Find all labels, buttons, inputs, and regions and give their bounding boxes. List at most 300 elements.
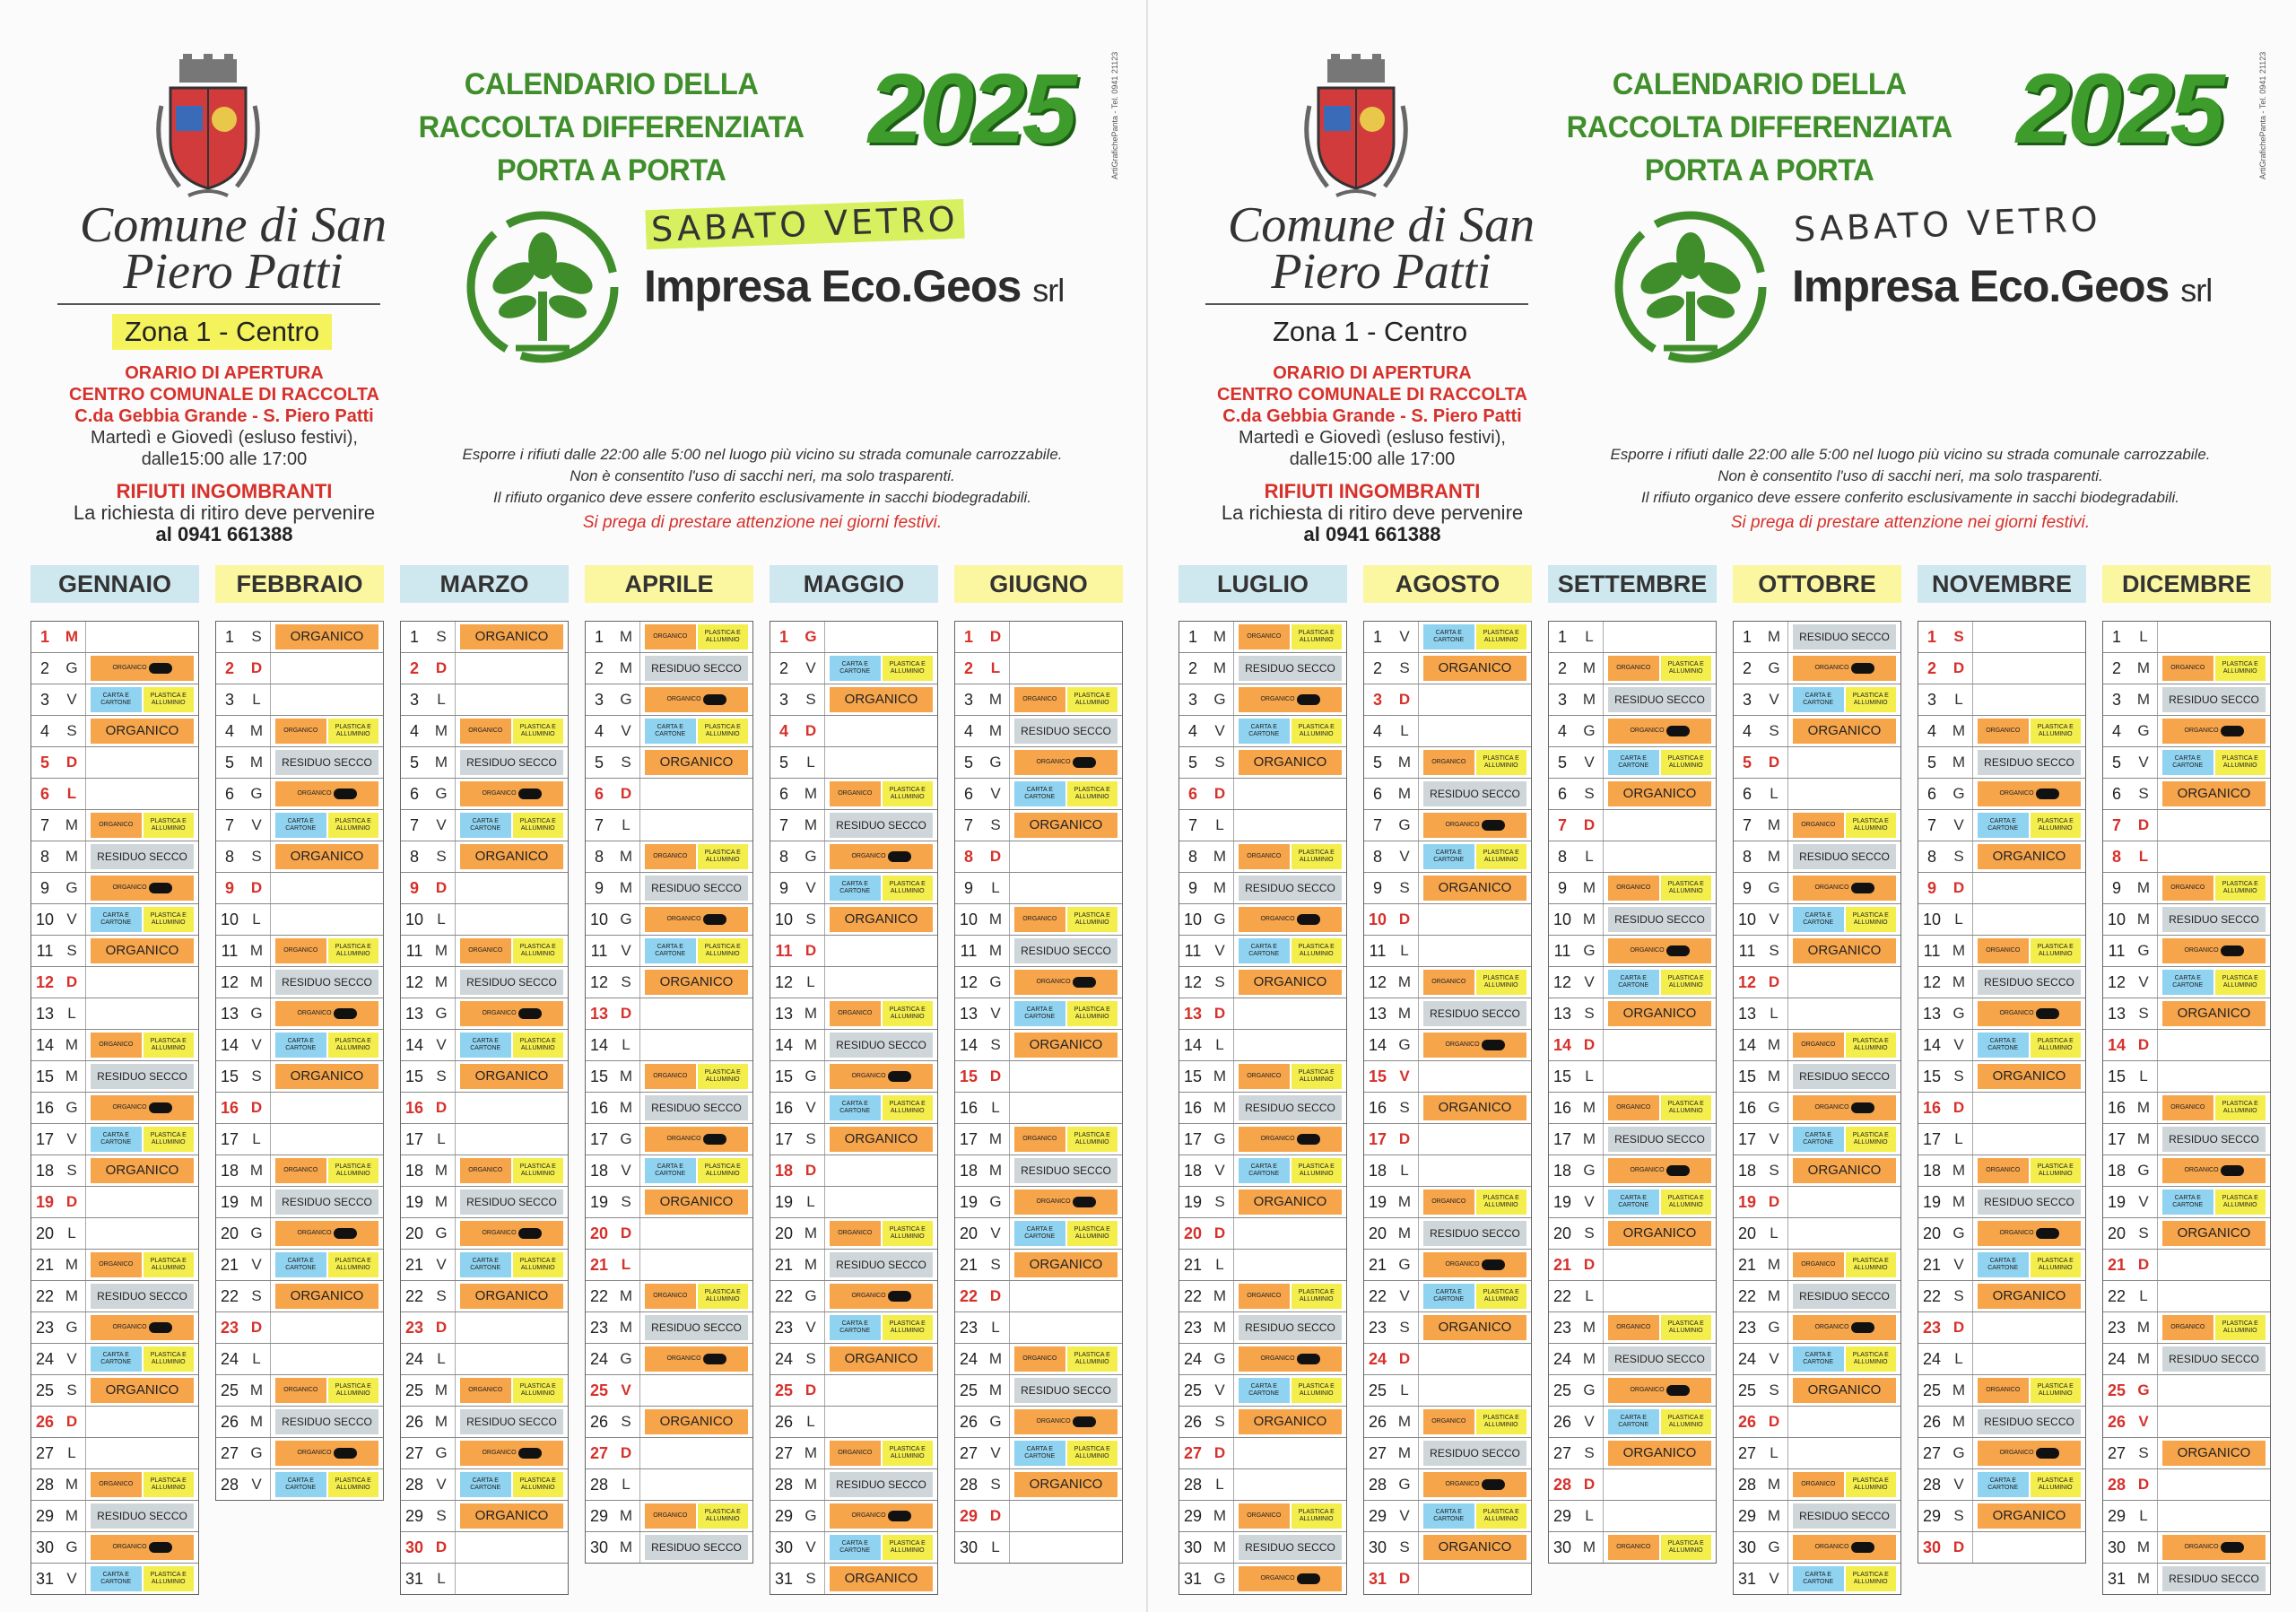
day-letter: V <box>428 1469 456 1500</box>
day-row <box>1364 1312 1531 1344</box>
day-number: 29 <box>1922 1506 1942 1525</box>
day-letter: M <box>58 1469 86 1500</box>
day-number: 26 <box>1552 1412 1572 1431</box>
day-letter: D <box>243 873 271 903</box>
organico-vetro-tag: ORGANICO <box>275 781 378 806</box>
collection-cell <box>1604 1407 1716 1437</box>
collection-cell <box>825 1532 937 1563</box>
day-letter: G <box>613 1124 640 1155</box>
organico-tag: ORGANICO <box>1014 687 1065 712</box>
residuo-secco-tag: RESIDUO SECCO <box>1423 1001 1526 1026</box>
day-number: 22 <box>1183 1286 1203 1305</box>
collection-cell <box>1419 1218 1531 1249</box>
day-number: 17 <box>2107 1129 2126 1148</box>
day-letter: V <box>982 998 1010 1029</box>
month-column <box>30 565 199 1595</box>
collection-cell <box>1788 873 1900 903</box>
collection-cell <box>1234 810 1346 841</box>
day-row <box>586 1532 752 1563</box>
day-letter: M <box>797 1438 825 1468</box>
day-letter: S <box>2130 998 2158 1029</box>
month-column <box>770 565 938 1595</box>
collection-cell <box>825 747 937 778</box>
day-number: 24 <box>589 1349 609 1368</box>
day-letter: G <box>428 779 456 809</box>
day-row <box>216 1281 383 1312</box>
day-letter: S <box>982 1030 1010 1060</box>
collection-cell <box>1788 1438 1900 1468</box>
day-letter: M <box>428 1375 456 1406</box>
collection-cell <box>86 1187 198 1217</box>
day-number: 19 <box>1922 1192 1942 1211</box>
day-number: 15 <box>404 1067 424 1085</box>
organico-tag: ORGANICO <box>2162 876 2213 901</box>
collection-cell <box>825 1061 937 1092</box>
collection-cell <box>86 1438 198 1468</box>
day-row <box>1918 1124 2085 1155</box>
day-letter: S <box>2130 1218 2158 1249</box>
day-number: 9 <box>409 878 419 897</box>
organico-vetro-tag: ORGANICO <box>1978 1001 2081 1026</box>
ingombranti-title: RIFIUTI INGOMBRANTI <box>1264 480 1481 502</box>
collection-cell <box>2158 1312 2270 1343</box>
day-number: 26 <box>35 1412 55 1431</box>
day-number: 7 <box>1742 815 1752 834</box>
organico-tag: ORGANICO <box>1608 1221 1711 1246</box>
collection-cell <box>2158 1564 2270 1594</box>
residuo-secco-tag: RESIDUO SECCO <box>91 1503 194 1529</box>
plastica-tag: PLASTICA E ALLUMINIO <box>513 1472 564 1497</box>
day-letter: M <box>1391 1187 1419 1217</box>
orario-title: C.da Gebbia Grande - S. Piero Patti <box>1222 406 1522 426</box>
plastica-tag: PLASTICA E ALLUMINIO <box>1661 1189 1712 1215</box>
plastica-tag: PLASTICA E ALLUMINIO <box>883 1221 934 1246</box>
day-letter: S <box>243 841 271 872</box>
collection-cell <box>1973 1093 2085 1123</box>
organico-tag: ORGANICO <box>830 1127 933 1152</box>
day-row <box>1549 1375 1716 1407</box>
day-letter: L <box>613 1469 640 1500</box>
residuo-secco-tag: RESIDUO SECCO <box>1793 624 1896 649</box>
day-row <box>770 684 937 716</box>
collection-cell <box>640 1532 752 1563</box>
day-letter: G <box>613 904 640 935</box>
company-name: Impresa Eco.Geos srl <box>1792 261 2213 311</box>
day-letter: G <box>58 873 86 903</box>
collection-cell <box>1788 747 1900 778</box>
day-number: 28 <box>959 1475 978 1494</box>
collection-cell <box>1010 1218 1122 1249</box>
day-letter: M <box>243 1407 271 1437</box>
day-row <box>1549 653 1716 684</box>
collection-cell <box>1604 1030 1716 1060</box>
collection-cell <box>640 1250 752 1280</box>
day-letter: S <box>243 1281 271 1311</box>
plastica-tag: PLASTICA E ALLUMINIO <box>144 687 195 712</box>
organico-tag: ORGANICO <box>830 1346 933 1372</box>
day-letter: M <box>1576 684 1604 715</box>
day-row <box>31 936 198 967</box>
organico-tag: ORGANICO <box>1239 1064 1290 1089</box>
day-row <box>31 1155 198 1187</box>
day-number: 25 <box>589 1381 609 1399</box>
collection-cell <box>1788 1155 1900 1186</box>
day-letter: M <box>428 1155 456 1186</box>
plastica-tag: PLASTICA E ALLUMINIO <box>513 1158 564 1183</box>
day-letter: S <box>58 936 86 966</box>
day-number: 29 <box>589 1506 609 1525</box>
day-row <box>770 779 937 810</box>
day-row <box>1918 967 2085 998</box>
day-letter: L <box>613 810 640 841</box>
day-letter: D <box>1206 1218 1234 1249</box>
plastica-tag: PLASTICA E ALLUMINIO <box>883 1001 934 1026</box>
month-name: AGOSTO <box>1363 565 1532 603</box>
day-row <box>1364 1218 1531 1250</box>
day-row <box>955 936 1122 967</box>
day-letter: S <box>1391 1093 1419 1123</box>
day-number: 21 <box>1922 1255 1942 1274</box>
day-letter: V <box>58 1124 86 1155</box>
day-number: 7 <box>778 815 788 834</box>
marker-scribble-icon <box>2036 789 2059 799</box>
day-number: 7 <box>1372 815 1382 834</box>
day-number: 9 <box>1926 878 1936 897</box>
day-number: 15 <box>774 1067 794 1085</box>
day-number: 14 <box>404 1035 424 1054</box>
day-number: 1 <box>224 627 234 646</box>
day-number: 9 <box>1742 878 1752 897</box>
carta-tag: CARTA E CARTONE <box>1608 970 1659 995</box>
day-row <box>2103 1564 2270 1594</box>
plastica-tag: PLASTICA E ALLUMINIO <box>1067 1127 1118 1152</box>
day-number: 19 <box>1368 1192 1387 1211</box>
day-row <box>31 1375 198 1407</box>
day-number: 1 <box>778 627 788 646</box>
day-row <box>955 1344 1122 1375</box>
collection-cell <box>1234 1218 1346 1249</box>
day-number: 27 <box>1368 1443 1387 1462</box>
carta-tag: CARTA E CARTONE <box>91 907 142 932</box>
day-number: 9 <box>39 878 49 897</box>
day-number: 26 <box>959 1412 978 1431</box>
calendar-year: 2025 <box>2016 54 2222 164</box>
collection-cell <box>1010 1312 1122 1343</box>
day-row <box>216 1438 383 1469</box>
collection-cell <box>86 1564 198 1594</box>
marker-scribble-icon <box>1297 1134 1320 1145</box>
day-letter: G <box>58 653 86 684</box>
collection-cell <box>1010 1438 1122 1468</box>
carta-tag: CARTA E CARTONE <box>2162 1189 2213 1215</box>
day-row <box>2103 716 2270 747</box>
day-row <box>1179 967 1346 998</box>
collection-cell <box>1419 810 1531 841</box>
day-row <box>1918 684 2085 716</box>
plastica-tag: PLASTICA E ALLUMINIO <box>513 1252 564 1277</box>
organico-vetro-tag: ORGANICO <box>275 1001 378 1026</box>
day-number: 13 <box>959 1004 978 1023</box>
day-row <box>31 1124 198 1155</box>
day-letter: G <box>428 1218 456 1249</box>
day-letter: M <box>613 1061 640 1092</box>
day-row <box>770 1030 937 1061</box>
plastica-tag: PLASTICA E ALLUMINIO <box>1846 687 1897 712</box>
plastica-tag: PLASTICA E ALLUMINIO <box>1661 876 1712 901</box>
month-column <box>2102 565 2271 1595</box>
carta-tag: CARTA E CARTONE <box>1793 1346 1844 1372</box>
day-letter: L <box>428 904 456 935</box>
day-number: 28 <box>1368 1475 1387 1494</box>
day-number: 17 <box>774 1129 794 1148</box>
month-column <box>215 565 384 1595</box>
residuo-secco-tag: RESIDUO SECCO <box>1608 1127 1711 1152</box>
collection-cell <box>640 936 752 966</box>
day-row <box>1734 1312 1900 1344</box>
organico-tag: ORGANICO <box>1239 750 1342 775</box>
day-letter: V <box>1206 716 1234 746</box>
day-row <box>1179 1093 1346 1124</box>
day-row <box>401 841 568 873</box>
day-letter: V <box>2130 747 2158 778</box>
day-letter: S <box>1206 967 1234 998</box>
organico-tag: ORGANICO <box>460 1378 511 1403</box>
day-letter: L <box>1761 779 1788 809</box>
day-letter: G <box>982 747 1010 778</box>
collection-cell <box>1604 1344 1716 1374</box>
plastica-tag: PLASTICA E ALLUMINIO <box>1292 844 1343 869</box>
residuo-secco-tag: RESIDUO SECCO <box>1014 1378 1118 1403</box>
day-letter: D <box>1391 904 1419 935</box>
collection-cell <box>1973 1532 2085 1563</box>
day-letter: V <box>1945 1250 1973 1280</box>
day-letter: G <box>982 967 1010 998</box>
day-letter: G <box>1761 1093 1788 1123</box>
collection-cell <box>1234 904 1346 935</box>
month-column <box>585 565 753 1595</box>
day-number: 10 <box>1552 910 1572 928</box>
organico-tag: ORGANICO <box>645 624 696 649</box>
day-number: 23 <box>35 1318 55 1337</box>
plastica-tag: PLASTICA E ALLUMINIO <box>1846 907 1897 932</box>
day-row <box>955 1281 1122 1312</box>
divider <box>57 303 380 305</box>
day-letter: M <box>58 1061 86 1092</box>
plastica-tag: PLASTICA E ALLUMINIO <box>698 1064 749 1089</box>
day-number: 23 <box>774 1318 794 1337</box>
day-row <box>31 1187 198 1218</box>
day-letter: M <box>1206 653 1234 684</box>
day-number: 2 <box>963 658 973 677</box>
day-number: 21 <box>589 1255 609 1274</box>
day-number: 4 <box>2111 721 2121 740</box>
day-row <box>1549 841 1716 873</box>
collection-cell <box>2158 1030 2270 1060</box>
collection-cell <box>640 622 752 652</box>
collection-cell <box>456 684 568 715</box>
day-number: 22 <box>220 1286 239 1305</box>
day-row <box>401 1281 568 1312</box>
day-number: 21 <box>404 1255 424 1274</box>
day-number: 21 <box>1183 1255 1203 1274</box>
collection-cell <box>86 1532 198 1563</box>
day-letter: V <box>1391 1281 1419 1311</box>
residuo-secco-tag: RESIDUO SECCO <box>1978 750 2081 775</box>
day-letter: S <box>982 1250 1010 1280</box>
marker-scribble-icon <box>1073 977 1096 988</box>
collection-cell <box>1973 779 2085 809</box>
day-number: 12 <box>1368 972 1387 991</box>
collection-cell <box>1010 1281 1122 1311</box>
organico-vetro-tag: ORGANICO <box>1239 907 1342 932</box>
day-row <box>2103 622 2270 653</box>
day-letter: D <box>613 1438 640 1468</box>
day-row <box>1918 841 2085 873</box>
organico-tag: ORGANICO <box>1793 1158 1896 1183</box>
organico-tag: ORGANICO <box>1793 1472 1844 1497</box>
collection-cell <box>1973 1281 2085 1311</box>
day-number: 4 <box>39 721 49 740</box>
organico-vetro-tag: ORGANICO <box>2162 938 2266 963</box>
day-number: 12 <box>589 972 609 991</box>
month-name: OTTOBRE <box>1733 565 1901 603</box>
day-letter: M <box>58 1250 86 1280</box>
day-letter: M <box>1391 967 1419 998</box>
collection-cell <box>86 1124 198 1155</box>
organico-tag: ORGANICO <box>91 1472 142 1497</box>
day-letter: G <box>1761 653 1788 684</box>
day-letter: M <box>982 904 1010 935</box>
plastica-tag: PLASTICA E ALLUMINIO <box>883 1315 934 1340</box>
residuo-secco-tag: RESIDUO SECCO <box>1014 938 1118 963</box>
day-letter: M <box>1391 1438 1419 1468</box>
day-number: 8 <box>963 847 973 866</box>
day-row <box>1179 653 1346 684</box>
day-number: 15 <box>1368 1067 1387 1085</box>
day-letter: D <box>613 1218 640 1249</box>
day-row <box>955 1532 1122 1563</box>
plastica-tag: PLASTICA E ALLUMINIO <box>1067 781 1118 806</box>
day-row <box>1364 810 1531 841</box>
day-number: 11 <box>960 941 978 960</box>
day-row <box>586 1030 752 1061</box>
collection-cell <box>1010 967 1122 998</box>
day-number: 18 <box>959 1161 978 1180</box>
day-number: 25 <box>1368 1381 1387 1399</box>
organico-tag: ORGANICO <box>830 1441 881 1466</box>
day-letter: M <box>613 1312 640 1343</box>
organico-tag: ORGANICO <box>1014 1346 1065 1372</box>
organico-tag: ORGANICO <box>1978 1378 2029 1403</box>
day-row <box>1179 873 1346 904</box>
day-list <box>1733 621 1901 1595</box>
collection-cell <box>1419 1061 1531 1092</box>
collection-cell <box>825 810 937 841</box>
day-number: 6 <box>1187 784 1197 803</box>
calendar-sheet-2 <box>1148 0 2296 1612</box>
day-number: 9 <box>2111 878 2121 897</box>
day-letter: S <box>1576 779 1604 809</box>
day-letter: G <box>797 841 825 872</box>
organico-tag: ORGANICO <box>460 719 511 744</box>
orario-title: C.da Gebbia Grande - S. Piero Patti <box>74 406 374 426</box>
day-row <box>1549 684 1716 716</box>
day-number: 16 <box>774 1098 794 1117</box>
day-letter: M <box>1576 904 1604 935</box>
orario-title: CENTRO COMUNALE DI RACCOLTA <box>1217 385 1527 405</box>
day-number: 16 <box>1737 1098 1757 1117</box>
day-row <box>770 1250 937 1281</box>
day-number: 23 <box>404 1318 424 1337</box>
organico-vetro-tag: ORGANICO <box>1608 1378 1711 1403</box>
residuo-secco-tag: RESIDUO SECCO <box>645 656 748 681</box>
day-letter: M <box>1945 967 1973 998</box>
collection-cell <box>1604 998 1716 1029</box>
day-row <box>1179 1438 1346 1469</box>
marker-scribble-icon <box>149 1322 172 1333</box>
day-letter: M <box>1945 747 1973 778</box>
organico-tag: ORGANICO <box>1239 1503 1290 1529</box>
collection-cell <box>2158 904 2270 935</box>
holiday-warning: Si prega di prestare attenzione nei giorni festivi. <box>582 513 943 532</box>
collection-cell <box>1010 1501 1122 1531</box>
plastica-tag: PLASTICA E ALLUMINIO <box>2031 938 2082 963</box>
day-number: 5 <box>1742 753 1752 771</box>
day-row <box>1549 936 1716 967</box>
organico-tag: ORGANICO <box>460 1284 563 1309</box>
collection-cell <box>1788 841 1900 872</box>
marker-scribble-icon <box>1073 1416 1096 1427</box>
plastica-tag: PLASTICA E ALLUMINIO <box>883 1095 934 1120</box>
day-number: 5 <box>224 753 234 771</box>
calendar-title: CALENDARIO DELLA RACCOLTA DIFFERENZIATA PORTA A PORTA <box>418 67 804 187</box>
day-row <box>216 1093 383 1124</box>
day-letter: L <box>428 684 456 715</box>
collection-cell <box>640 810 752 841</box>
organico-tag: ORGANICO <box>1239 970 1342 995</box>
day-row <box>955 873 1122 904</box>
day-row <box>1918 1532 2085 1563</box>
day-number: 14 <box>220 1035 239 1054</box>
day-letter: G <box>1576 936 1604 966</box>
day-letter: G <box>1761 1532 1788 1563</box>
carta-tag: CARTA E CARTONE <box>1014 1001 1065 1026</box>
plastica-tag: PLASTICA E ALLUMINIO <box>513 1033 564 1058</box>
day-row <box>2103 810 2270 841</box>
day-number: 17 <box>404 1129 424 1148</box>
collection-cell <box>271 779 383 809</box>
collection-cell <box>1604 1061 1716 1092</box>
collection-cell <box>1604 1093 1716 1123</box>
day-row <box>1918 1030 2085 1061</box>
organico-tag: ORGANICO <box>830 1221 881 1246</box>
day-number: 3 <box>39 690 49 709</box>
collection-cell <box>1973 1030 2085 1060</box>
day-row <box>2103 1061 2270 1093</box>
organico-vetro-tag: ORGANICO <box>1793 656 1896 681</box>
collection-cell <box>1419 684 1531 715</box>
day-letter: L <box>243 1344 271 1374</box>
organico-tag: ORGANICO <box>1608 656 1659 681</box>
day-letter: S <box>428 622 456 652</box>
day-row <box>1179 779 1346 810</box>
day-row <box>31 841 198 873</box>
day-row <box>31 1061 198 1093</box>
day-number: 24 <box>404 1349 424 1368</box>
day-number: 5 <box>1187 753 1197 771</box>
collection-cell <box>456 1564 568 1594</box>
plastica-tag: PLASTICA E ALLUMINIO <box>698 1284 749 1309</box>
